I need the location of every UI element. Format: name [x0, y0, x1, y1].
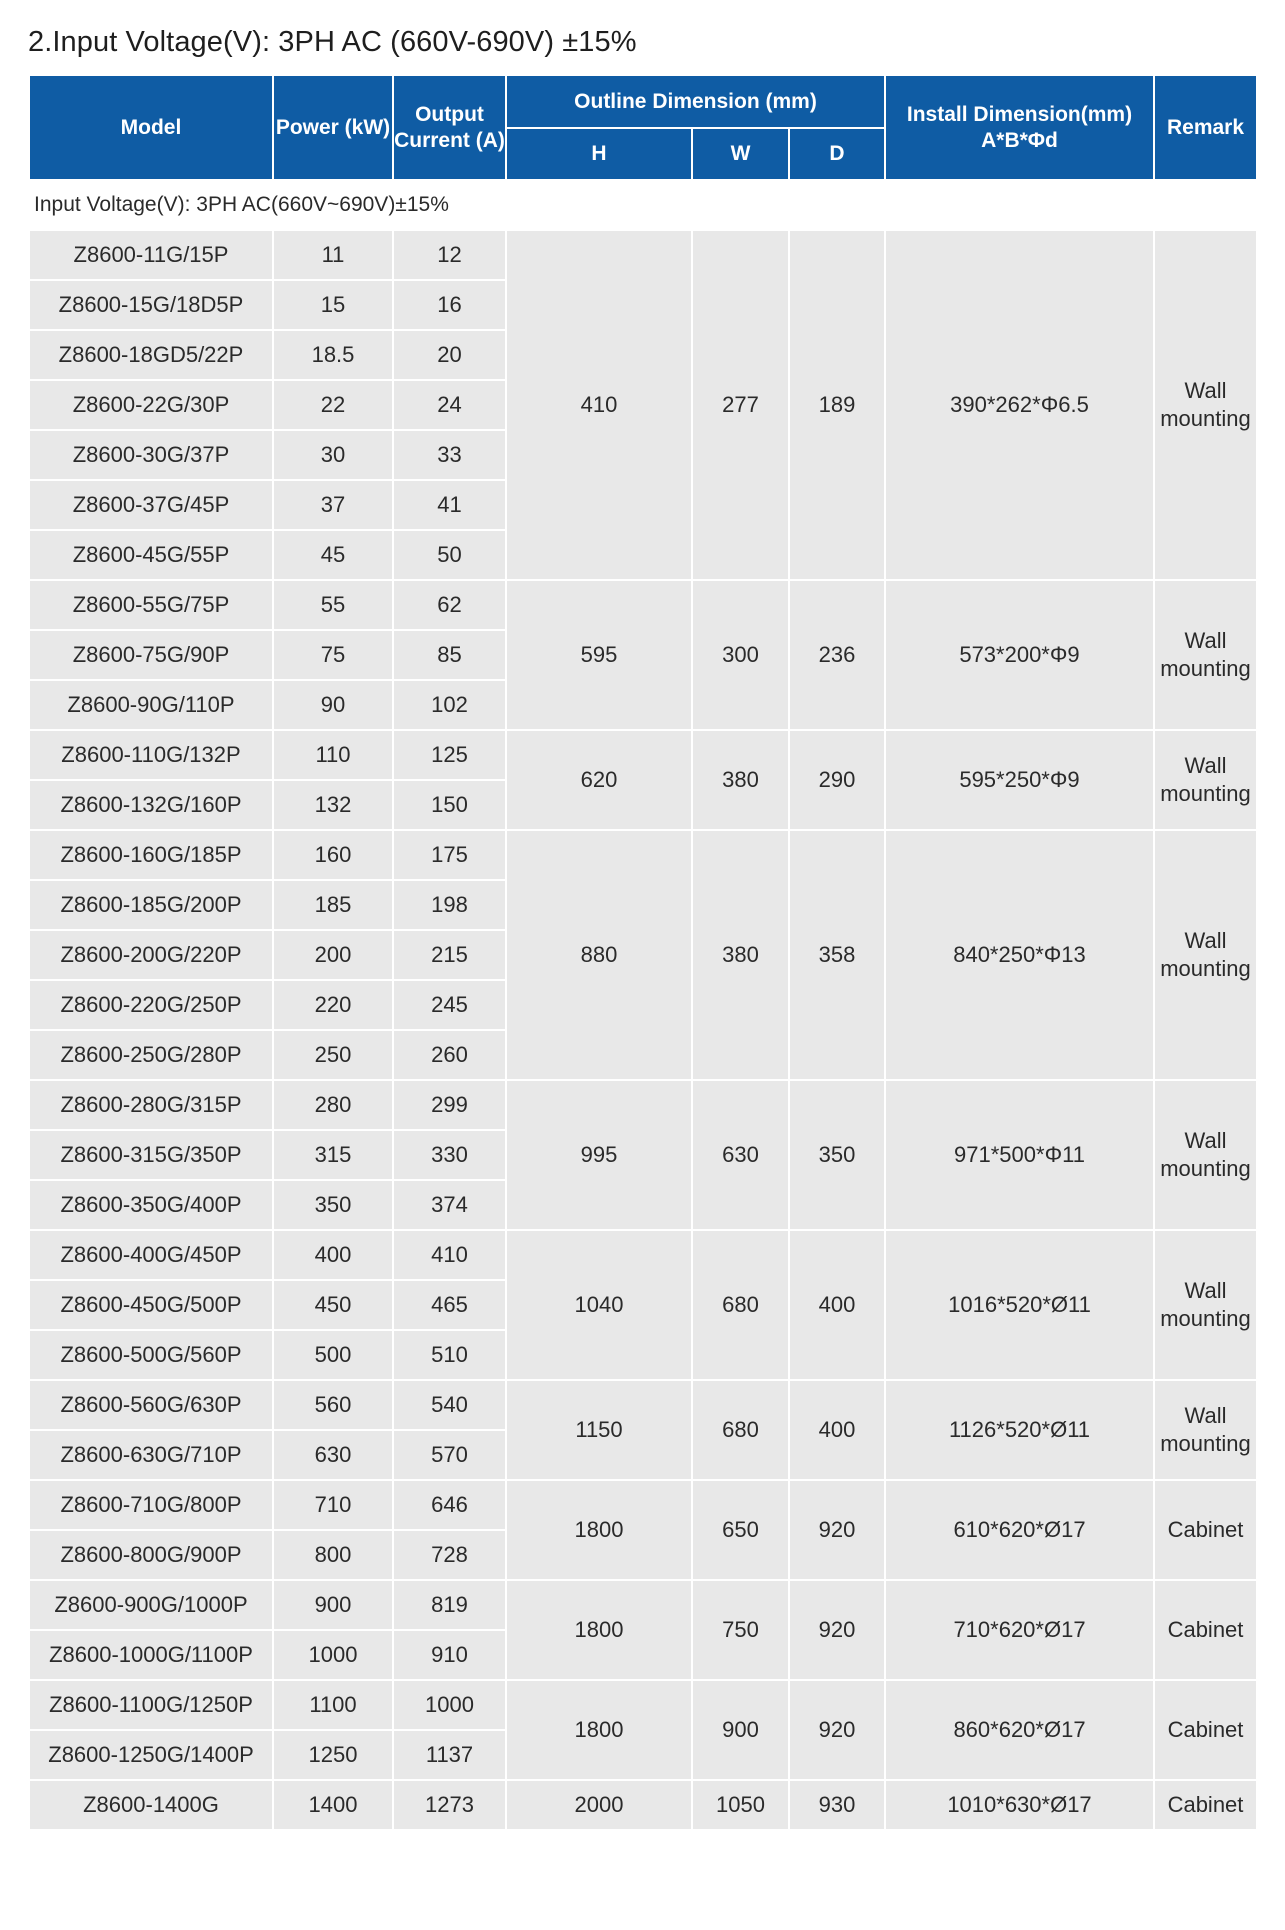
remark-cell: Cabinet [1154, 1780, 1257, 1830]
width-cell: 680 [692, 1380, 789, 1480]
output-current-cell: 728 [393, 1530, 506, 1580]
power-cell: 185 [273, 880, 393, 930]
power-cell: 90 [273, 680, 393, 730]
power-cell: 45 [273, 530, 393, 580]
output-current-cell: 819 [393, 1580, 506, 1630]
output-current-cell: 41 [393, 480, 506, 530]
remark-cell: Cabinet [1154, 1580, 1257, 1680]
output-current-cell: 85 [393, 630, 506, 680]
model-cell: Z8600-185G/200P [29, 880, 273, 930]
output-current-cell: 1273 [393, 1780, 506, 1830]
model-cell: Z8600-710G/800P [29, 1480, 273, 1530]
height-cell: 1800 [506, 1580, 692, 1680]
install-dimension-cell: 573*200*Φ9 [885, 580, 1154, 730]
model-cell: Z8600-450G/500P [29, 1280, 273, 1330]
model-cell: Z8600-110G/132P [29, 730, 273, 780]
height-cell: 595 [506, 580, 692, 730]
install-dimension-cell: 610*620*Ø17 [885, 1480, 1154, 1580]
model-cell: Z8600-560G/630P [29, 1380, 273, 1430]
depth-cell: 930 [789, 1780, 885, 1830]
power-cell: 160 [273, 830, 393, 880]
depth-cell: 920 [789, 1680, 885, 1780]
output-current-cell: 510 [393, 1330, 506, 1380]
table-row [29, 1230, 1257, 1280]
header-remark: Remark [1154, 75, 1257, 180]
model-cell: Z8600-132G/160P [29, 780, 273, 830]
depth-cell: 350 [789, 1080, 885, 1230]
output-current-cell: 150 [393, 780, 506, 830]
remark-cell: Wall mounting [1154, 730, 1257, 830]
height-cell: 1800 [506, 1480, 692, 1580]
power-cell: 200 [273, 930, 393, 980]
model-cell: Z8600-75G/90P [29, 630, 273, 680]
install-dimension-cell: 1016*520*Ø11 [885, 1230, 1154, 1380]
table-row [29, 830, 1257, 880]
input-voltage-subheading: Input Voltage(V): 3PH AC(660V~690V)±15% [29, 180, 1257, 230]
output-current-cell: 1137 [393, 1730, 506, 1780]
output-current-cell: 102 [393, 680, 506, 730]
power-cell: 15 [273, 280, 393, 330]
power-cell: 900 [273, 1580, 393, 1630]
power-cell: 280 [273, 1080, 393, 1130]
height-cell: 1150 [506, 1380, 692, 1480]
power-cell: 1250 [273, 1730, 393, 1780]
remark-cell: Cabinet [1154, 1480, 1257, 1580]
spec-table [28, 74, 1258, 1831]
power-cell: 37 [273, 480, 393, 530]
model-cell: Z8600-22G/30P [29, 380, 273, 430]
model-cell: Z8600-400G/450P [29, 1230, 273, 1280]
output-current-cell: 20 [393, 330, 506, 380]
model-cell: Z8600-11G/15P [29, 230, 273, 280]
power-cell: 800 [273, 1530, 393, 1580]
table-row [29, 1780, 1257, 1830]
width-cell: 277 [692, 230, 789, 580]
depth-cell: 400 [789, 1380, 885, 1480]
install-dimension-cell: 390*262*Φ6.5 [885, 230, 1154, 580]
remark-cell: Wall mounting [1154, 580, 1257, 730]
model-cell: Z8600-1100G/1250P [29, 1680, 273, 1730]
depth-cell: 400 [789, 1230, 885, 1380]
table-row [29, 1080, 1257, 1130]
power-cell: 132 [273, 780, 393, 830]
model-cell: Z8600-200G/220P [29, 930, 273, 980]
install-dimension-cell: 840*250*Φ13 [885, 830, 1154, 1080]
power-cell: 30 [273, 430, 393, 480]
output-current-cell: 330 [393, 1130, 506, 1180]
width-cell: 650 [692, 1480, 789, 1580]
height-cell: 880 [506, 830, 692, 1080]
power-cell: 315 [273, 1130, 393, 1180]
remark-cell: Wall mounting [1154, 1380, 1257, 1480]
subheading-row [29, 180, 1257, 230]
model-cell: Z8600-900G/1000P [29, 1580, 273, 1630]
output-current-cell: 910 [393, 1630, 506, 1680]
model-cell: Z8600-1250G/1400P [29, 1730, 273, 1780]
install-dimension-cell: 860*620*Ø17 [885, 1680, 1154, 1780]
remark-cell: Wall mounting [1154, 230, 1257, 580]
power-cell: 220 [273, 980, 393, 1030]
header-row-1 [29, 75, 1257, 128]
power-cell: 1400 [273, 1780, 393, 1830]
power-cell: 1100 [273, 1680, 393, 1730]
install-dimension-cell: 1010*630*Ø17 [885, 1780, 1154, 1830]
header-model: Model [29, 75, 273, 180]
remark-cell: Wall mounting [1154, 1230, 1257, 1380]
power-cell: 560 [273, 1380, 393, 1430]
power-cell: 450 [273, 1280, 393, 1330]
power-cell: 1000 [273, 1630, 393, 1680]
install-dimension-cell: 595*250*Φ9 [885, 730, 1154, 830]
model-cell: Z8600-280G/315P [29, 1080, 273, 1130]
model-cell: Z8600-220G/250P [29, 980, 273, 1030]
output-current-cell: 12 [393, 230, 506, 280]
model-cell: Z8600-45G/55P [29, 530, 273, 580]
model-cell: Z8600-630G/710P [29, 1430, 273, 1480]
height-cell: 1040 [506, 1230, 692, 1380]
model-cell: Z8600-37G/45P [29, 480, 273, 530]
depth-cell: 189 [789, 230, 885, 580]
table-row [29, 1680, 1257, 1730]
height-cell: 2000 [506, 1780, 692, 1830]
power-cell: 18.5 [273, 330, 393, 380]
table-row [29, 230, 1257, 280]
width-cell: 380 [692, 730, 789, 830]
model-cell: Z8600-315G/350P [29, 1130, 273, 1180]
model-cell: Z8600-90G/110P [29, 680, 273, 730]
model-cell: Z8600-800G/900P [29, 1530, 273, 1580]
header-h: H [506, 128, 692, 180]
header-output-current: Output Current (A) [393, 75, 506, 180]
power-cell: 350 [273, 1180, 393, 1230]
output-current-cell: 50 [393, 530, 506, 580]
model-cell: Z8600-18GD5/22P [29, 330, 273, 380]
power-cell: 710 [273, 1480, 393, 1530]
width-cell: 900 [692, 1680, 789, 1780]
output-current-cell: 260 [393, 1030, 506, 1080]
power-cell: 55 [273, 580, 393, 630]
power-cell: 250 [273, 1030, 393, 1080]
spec-table-body [29, 180, 1257, 1830]
width-cell: 680 [692, 1230, 789, 1380]
model-cell: Z8600-55G/75P [29, 580, 273, 630]
output-current-cell: 540 [393, 1380, 506, 1430]
page-title: 2.Input Voltage(V): 3PH AC (660V-690V) ±15% [28, 26, 637, 58]
height-cell: 410 [506, 230, 692, 580]
table-row [29, 1380, 1257, 1430]
power-cell: 400 [273, 1230, 393, 1280]
header-power: Power (kW) [273, 75, 393, 180]
output-current-cell: 16 [393, 280, 506, 330]
output-current-cell: 175 [393, 830, 506, 880]
width-cell: 630 [692, 1080, 789, 1230]
power-cell: 11 [273, 230, 393, 280]
model-cell: Z8600-350G/400P [29, 1180, 273, 1230]
header-w: W [692, 128, 789, 180]
header-install-dimension: Install Dimension(mm) A*B*Φd [885, 75, 1154, 180]
model-cell: Z8600-1000G/1100P [29, 1630, 273, 1680]
model-cell: Z8600-1400G [29, 1780, 273, 1830]
output-current-cell: 245 [393, 980, 506, 1030]
width-cell: 750 [692, 1580, 789, 1680]
width-cell: 380 [692, 830, 789, 1080]
width-cell: 300 [692, 580, 789, 730]
output-current-cell: 374 [393, 1180, 506, 1230]
table-row [29, 1580, 1257, 1630]
output-current-cell: 62 [393, 580, 506, 630]
power-cell: 110 [273, 730, 393, 780]
model-cell: Z8600-250G/280P [29, 1030, 273, 1080]
output-current-cell: 215 [393, 930, 506, 980]
output-current-cell: 33 [393, 430, 506, 480]
depth-cell: 236 [789, 580, 885, 730]
power-cell: 22 [273, 380, 393, 430]
width-cell: 1050 [692, 1780, 789, 1830]
height-cell: 995 [506, 1080, 692, 1230]
table-row [29, 730, 1257, 780]
header-outline-dimension: Outline Dimension (mm) [506, 75, 885, 128]
model-cell: Z8600-160G/185P [29, 830, 273, 880]
model-cell: Z8600-500G/560P [29, 1330, 273, 1380]
output-current-cell: 570 [393, 1430, 506, 1480]
table-row [29, 1480, 1257, 1530]
depth-cell: 358 [789, 830, 885, 1080]
model-cell: Z8600-30G/37P [29, 430, 273, 480]
output-current-cell: 125 [393, 730, 506, 780]
height-cell: 620 [506, 730, 692, 830]
remark-cell: Wall mounting [1154, 1080, 1257, 1230]
install-dimension-cell: 971*500*Φ11 [885, 1080, 1154, 1230]
depth-cell: 920 [789, 1580, 885, 1680]
depth-cell: 920 [789, 1480, 885, 1580]
output-current-cell: 410 [393, 1230, 506, 1280]
output-current-cell: 198 [393, 880, 506, 930]
install-dimension-cell: 710*620*Ø17 [885, 1580, 1154, 1680]
output-current-cell: 299 [393, 1080, 506, 1130]
header-d: D [789, 128, 885, 180]
depth-cell: 290 [789, 730, 885, 830]
power-cell: 75 [273, 630, 393, 680]
power-cell: 500 [273, 1330, 393, 1380]
output-current-cell: 646 [393, 1480, 506, 1530]
remark-cell: Wall mounting [1154, 830, 1257, 1080]
output-current-cell: 1000 [393, 1680, 506, 1730]
remark-cell: Cabinet [1154, 1680, 1257, 1780]
model-cell: Z8600-15G/18D5P [29, 280, 273, 330]
power-cell: 630 [273, 1430, 393, 1480]
height-cell: 1800 [506, 1680, 692, 1780]
output-current-cell: 24 [393, 380, 506, 430]
output-current-cell: 465 [393, 1280, 506, 1330]
install-dimension-cell: 1126*520*Ø11 [885, 1380, 1154, 1480]
table-row [29, 580, 1257, 630]
